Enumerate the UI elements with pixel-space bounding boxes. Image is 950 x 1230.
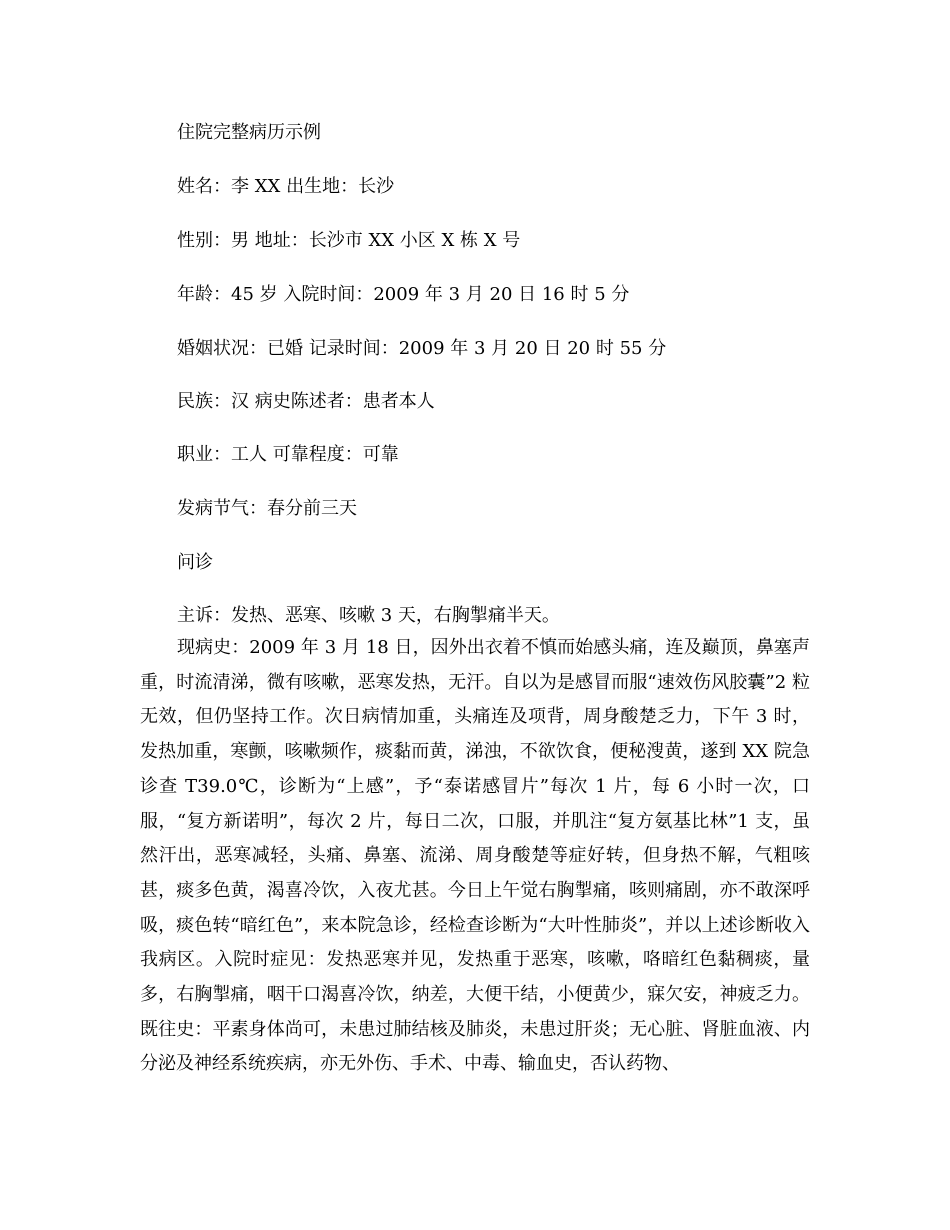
document-title: 住院完整病历示例 xyxy=(177,122,321,143)
present-illness-history: 现病史：2009 年 3 月 18 日，因外出衣着不慎而始感头痛，连及巅顶，鼻塞声重，时流清涕，微有咳嗽，恶寒发热，无汗。自以为是感冒而服“速效伤风胶囊”2 粒无效，但仍坚持工作。次日病情加重，头痛连及项背，周身酸楚乏力，下午 3 时，发热加重，寒颤，咳嗽频作，痰黏而黄，涕浊，不欲饮食，便秘溲黄，遂到 XX 院急诊查 T39.0℃，诊断为“上感”，予“泰诺感冒片”每次 1 片，每 6 小时一次，口服，“复方新诺明”，每次 2 片，每日二次，口服，并肌注“复方氨基比林”1 支，虽然汗出，恶寒减轻，头痛、鼻塞、流涕、周身酸楚等症好转，但身热不解，气粗咳甚，痰多色黄，渴喜冷饮，入夜尤甚。今日上午觉右胸掣痛，咳则痛剧，亦不敢深呼吸，痰色转“暗红色”，来本院急诊，经检查诊断为“大叶性肺炎”，并以上述诊断收入我病区。入院时症见：发热恶寒并见，发热重于恶寒，咳嗽，咯暗红色黏稠痰，量多，右胸掣痛，咽干口渴喜冷饮，纳差，大便干结，小便黄少，寐欠安，神疲乏力。 既往史：平素身体尚可，未患过肺结核及肺炎，未患过肝炎；无心脏、肾脏血液、内分泌及神经系统疾病，亦无外伤、手术、中毒、输血史，否认药物、 xyxy=(140,637,810,1075)
chief-complaint: 主诉：发热、恶寒、咳嗽 3 天，右胸掣痛半天。 xyxy=(177,605,560,626)
field-name-birthplace: 姓名：李 XX 出生地：长沙 xyxy=(177,176,395,197)
field-ethnicity-narrator: 民族：汉 病史陈述者：患者本人 xyxy=(177,391,435,412)
field-marital-record-time: 婚姻状况：已婚 记录时间：2009 年 3 月 20 日 20 时 55 分 xyxy=(177,338,667,359)
section-heading-inquiry: 问诊 xyxy=(177,552,213,573)
field-age-admission-time: 年龄：45 岁 入院时间：2009 年 3 月 20 日 16 时 5 分 xyxy=(177,284,630,305)
field-occupation-reliability: 职业：工人 可靠程度：可靠 xyxy=(177,444,399,465)
field-sex-address: 性别：男 地址：长沙市 XX 小区 X 栋 X 号 xyxy=(177,230,521,251)
field-onset-solar-term: 发病节气：春分前三天 xyxy=(177,498,357,519)
